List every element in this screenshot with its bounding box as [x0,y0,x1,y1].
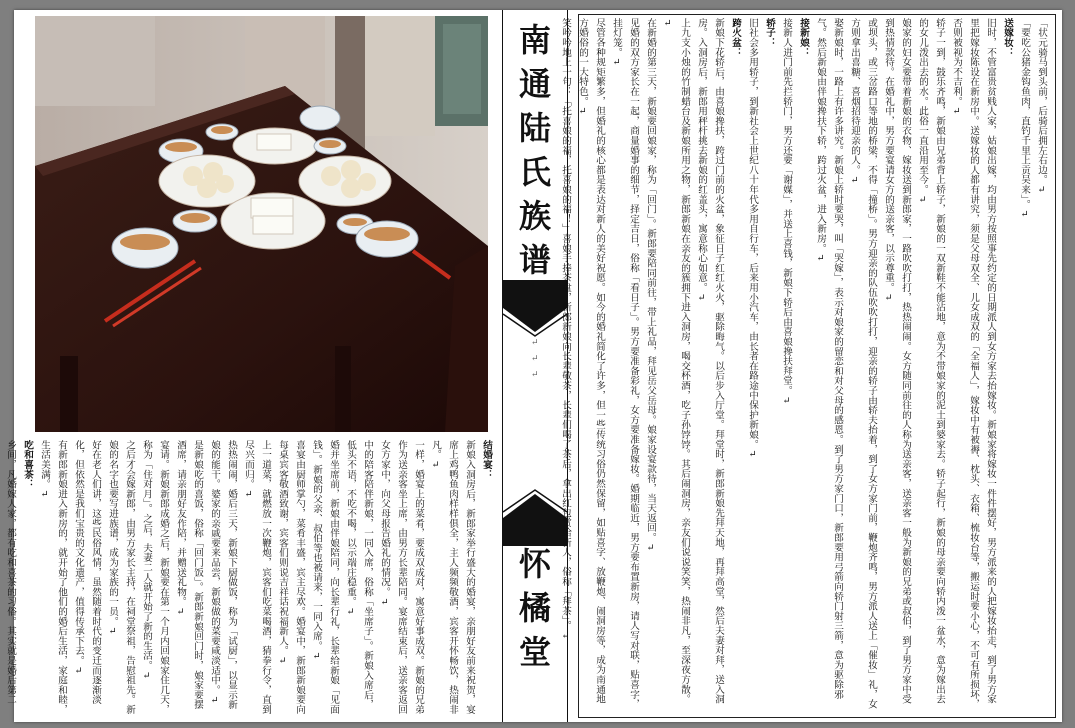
left-paragraph-4: 婚并坐席前，新娘由伴娘陪同，向长辈行礼，长辈给新娘「见面钱」。新娘的父亲、叔伯等也被请来，一同入席。↵ [311,440,339,715]
right-paragraph-11: 旧社会多用轿子，到新社会上世纪八十年代多用自行车，后来用小汽车，由长者在路途中保护新娘。↵ [747,18,758,461]
left-paragraph-14: 乡间，凡婚嫁人家，都有吃和喜茶的习俗。其实就是婚后第二 [5,440,16,705]
right-paragraph-4: 轿子一到，鼓乐齐鸣，新娘由兄弟背上轿子，新娘的一双新鞋不能沾地，意为不带娘家的泥土到婆家去。轿子起行，新娘的母亲要向轿内泼一盆水，意为嫁出去的女儿泼出去的水。此俗一直沿用至今。↵ [917,18,945,704]
right-paragraph-18: 笑吟吟地上一句：「托喜娘的福，托喜娘的福！」喜娘手捧茶盘，新郎新娘向长辈敬茶，长辈们喝了茶后，拿出红包赏给新人，俗称「拜茶」。↵ [560,18,571,642]
spine-cursor-mark-1: ↵ [531,338,539,348]
left-paragraph-5: 喜宴由厨师掌勺，菜肴丰盛，宾主尽欢。婚宴中，新郎新娘要向每桌宾客敬酒致谢，宾客们则说吉祥话祝福新人。↵ [277,440,305,715]
left-paragraph-3: 中的陪客陪伴新娘，一同入席，俗称「坐席子」。新娘入席后，低头不语，不吃不喝，以示端庄稳重。↵ [345,440,373,710]
right-paragraph-7: 娶新娘时，一路上有许多讲究。新娘上轿时要哭，叫「哭嫁」，表示对娘家的留恋和对父母的感恩。到了男方家门口，新郎要用弓箭向轿门射三箭，意为驱除邪气。然后新娘由伴娘搀扶下轿，跨过火盆，进入新房。↵ [815,18,843,700]
right-paragraph-9: 接新人进门前先拦轿门，男方还要「谢媒」，并送上喜钱，新娘下轿后由喜娘搀扶拜堂。↵ [781,18,792,407]
right-heading-8: 接新娘： [798,18,809,58]
right-paragraph-3: 旧时，不管富贵贫贱人家，姑娘出嫁，均由男方按照事先约定的日期派人到女方家去抬嫁妆。新娘家将嫁妆一件件摆好，男方派来的人把嫁妆抬走，到了男方家里把嫁妆陈设在新房中。送嫁妆的人都有讲究，须是父母双全、儿女成双的「全福人」，嫁妆中有被褥、枕头、衣箱、梳妆台等，搬运时要小心，不可有所损坏，否则被视为不吉利。↵ [951,18,996,709]
right-heading-12: 跨火盆： [730,18,741,58]
right-paragraph-14: 上九支小烛的竹制蜡台及新娘所用之物，新郎新娘在亲友的簇拥下进入洞房，喝交杯酒，吃子孙饽饽。其后闹洞房，亲友们说说笑笑，热闹非凡，至深夜方散。↵ [662,18,690,704]
left-heading-13: 吃和喜茶： [22,440,33,489]
right-paragraph-13: 新娘下花轿后，由喜娘搀扶，跨过门前的火盆，象征日子红红火火，驱除晦气。以后步入厅堂。拜堂时，新郎新娘先拜天地，再拜高堂，然后夫妻对拜，送入洞房。入洞房后，新郎用秤杆挑去新娘的红盖头，寓意称心如意。↵ [696,18,724,704]
spine-title-char-2: 陆 [518,109,551,147]
dining-table-image [35,16,488,432]
right-heading-2: 送嫁妆： [1002,18,1013,58]
right-paragraph-6: 或坝头，或三岔路口等地的桥梁，不得「撞桥」。男方迎亲的队伍吹吹打打，迎亲的轿子由轿夫抬着，到了女方家门前，鞭炮齐鸣，男方派人送上「催妆」礼，女方则拿出喜糖、喜烟招待迎亲的人。↵ [849,18,877,709]
left-paragraph-6: 上一道菜，就燃放一次鞭炮，宾客们吃菜喝酒，猜拳行令，直到尽兴而归。↵ [243,440,271,715]
left-paragraph-7: 热热闹闹，婚后三天，新娘下厨做饭，称为「试厨」，以显示新娘的能干。婆家的亲戚要来品尝，新娘做的菜要咸淡适中。↵ [209,440,237,710]
right-paragraph-16: 见婚的双方家长在一起，商量婚事的细节，择定吉日，俗称「看日子」。男方要准备彩礼，女方要准备嫁妆。婚期临近，男方要布置新房，请人写对联，贴喜字，挂灯笼。↵ [611,18,639,709]
table-photo [35,16,488,432]
right-heading-10: 轿子： [764,18,775,48]
right-paragraph-1: 「要吃公猪金钩鱼肉，直钓千里上贡吴来」。↵ [1019,18,1030,221]
spine-hall-char-0: 怀 [518,545,551,583]
left-heading-0: 结婚宴： [481,440,492,480]
spine-title-char-0: 南 [518,21,551,59]
left-paragraph-8: 是新娘吃的喜饭，俗称「回门饭」。新郎新娘回门时，娘家要摆酒席，请亲朋好友作陪，并赠送礼物。↵ [175,440,203,710]
spine-cursor-mark-3: ↵ [531,370,539,380]
left-paragraph-11: 好在老人们讲，这些民俗风情，虽然随着时代的变迁而逐渐淡化，但依然是我们宝贵的文化遗产，值得传承下去。↵ [73,440,101,705]
spine-cursor-mark-2: ↵ [531,354,539,364]
spine-title-char-4: 族 [518,197,551,235]
spine-hall-char-1: 橘 [518,589,551,627]
left-text-block [5,440,495,716]
left-paragraph-12: 有新郎新娘进入新房的，就开始了他们的婚后生活，家庭和睦，生活美满。↵ [39,440,67,715]
spine-title-char-5: 谱 [518,241,551,279]
document-page [5,10,1062,722]
left-paragraph-2: 一样，婚宴上的菜肴，要成双成对，寓意好事成双。新娘的兄弟作为送亲客坐上席，由男方长辈陪同。宴席结束后，送亲客返回女方家中，向父母报告婚礼的情况。↵ [379,440,424,715]
left-paragraph-10: 之后才会嫁新郎，由男方家长主持，在祠堂祭祖，告慰祖先。新娘的名字也要写进族谱，成为家族的一员。↵ [107,440,135,715]
right-paragraph-15: 在新婚的第三天，新娘要回娘家，称为「回门」。新郎要陪同前往，带上礼品，拜见岳父岳母。娘家设宴款待，当天返回。↵ [645,18,656,554]
spine-title-char-3: 氏 [518,153,551,191]
left-paragraph-1: 新娘入洞房后，新郎家举行盛大的婚宴，亲朋好友前来祝贺，宴席上鸡鸭鱼肉样样俱全，主人频频敬酒，宾客开怀畅饮，热闹非凡。↵ [430,440,475,715]
right-paragraph-0: 「状元骑马到头前，后骑后拥左右边。↵ [1036,18,1047,196]
right-paragraph-17: 尽管各种规矩繁多，但婚礼的核心都是表达对新人的美好祝愿。如今的婚礼简化了许多，但一些传统习俗仍然保留，如贴喜字、放鞭炮、闹洞房等，成为南通地方婚俗的一大特色。↵ [577,18,605,704]
right-paragraph-5: 娘家的妇女要带着新娘的衣物、嫁妆送到新郎家，一路吹吹打打，热热闹闹。女方随同前往的人称为送亲客，送亲客一般为新娘的兄弟或叔伯，到了男方家中受到热情款待。在婚礼中，男方要宴请女方的送亲客，以示尊重。↵ [883,18,911,704]
left-paragraph-9: 宴请。新娘新郎成婚之后，新娘要在第一个月内回娘家住几天，称为「住对月」。之后，夫妻二人就开始了新的生活。↵ [141,440,169,715]
spine-title-char-1: 通 [518,65,551,103]
right-text-block [560,18,1050,712]
spine-hall-char-2: 堂 [518,633,551,671]
